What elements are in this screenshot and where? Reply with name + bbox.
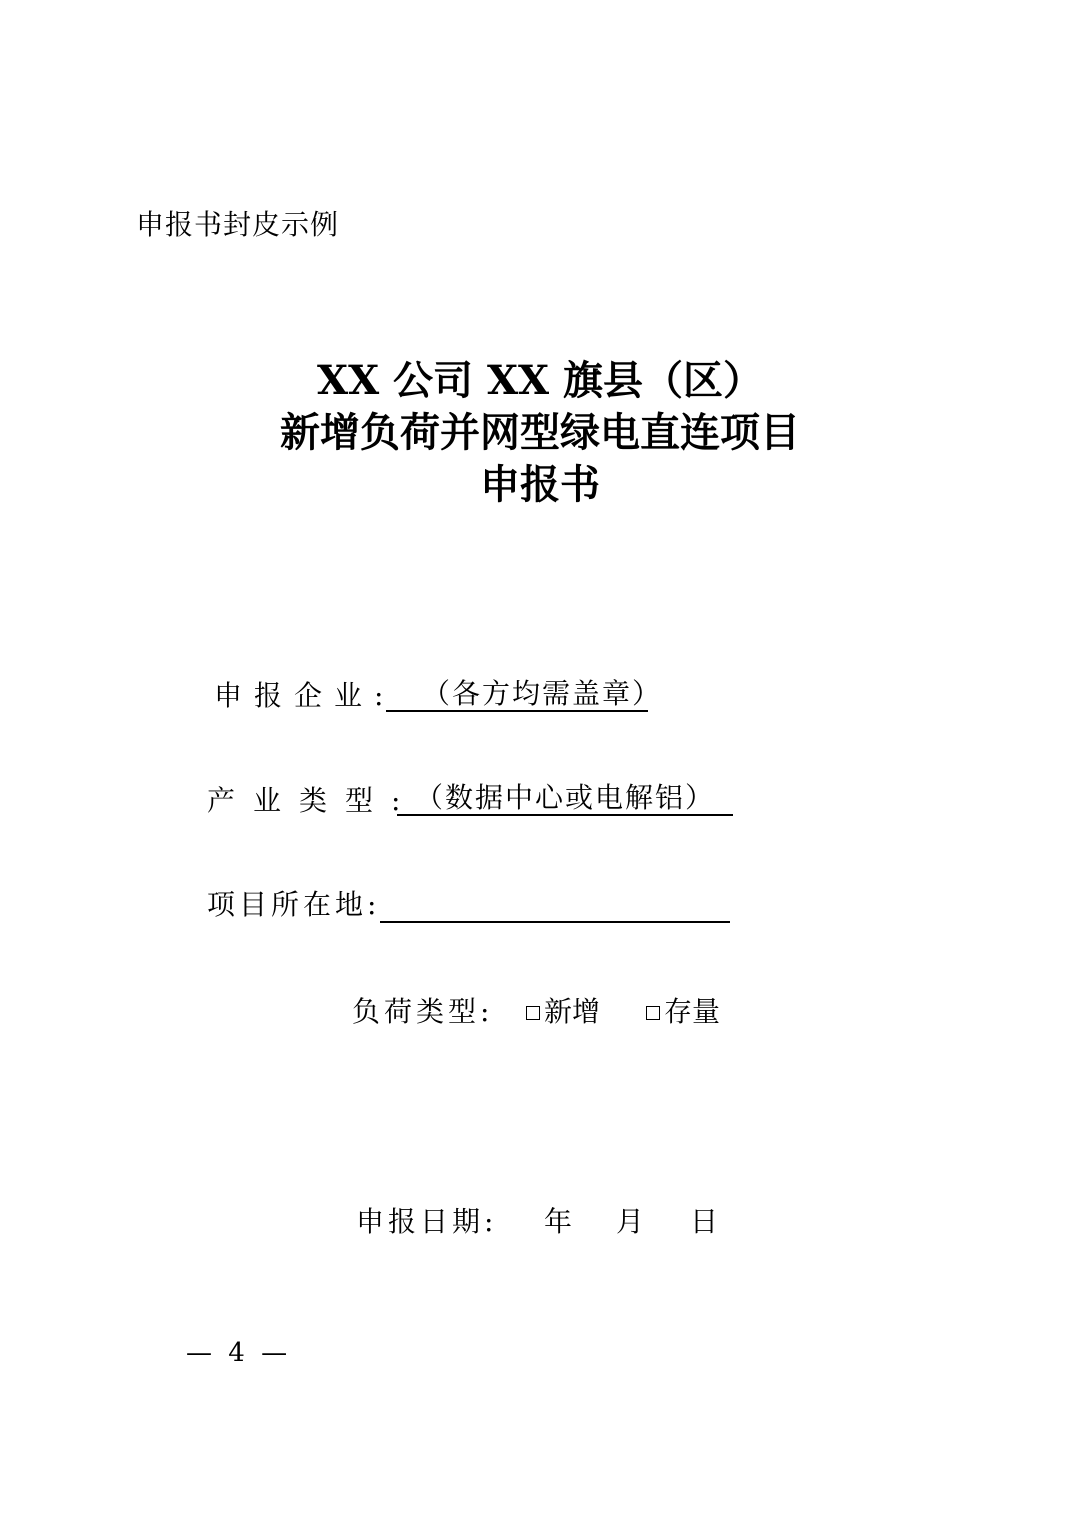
enterprise-label: 申报企业: bbox=[214, 679, 396, 712]
date-month-label: 月 bbox=[616, 1205, 645, 1238]
date-day-label: 日 bbox=[690, 1205, 719, 1238]
project-location-label: 项目所在地: bbox=[207, 888, 381, 921]
cover-example-label: 申报书封皮示例 bbox=[136, 208, 340, 241]
checkbox-icon[interactable] bbox=[646, 1006, 660, 1020]
document-title bbox=[0, 355, 1080, 511]
project-location-field[interactable] bbox=[380, 885, 730, 923]
checkbox-icon[interactable] bbox=[526, 1006, 540, 1020]
title-line-project: 新增负荷并网型绿电直连项目 bbox=[280, 409, 800, 456]
enterprise-field[interactable]: （各方均需盖章） bbox=[386, 676, 648, 712]
title-line-doctype: 申报书 bbox=[480, 461, 600, 508]
load-type-option-existing-label: 存量 bbox=[664, 995, 721, 1028]
load-type-option-new[interactable] bbox=[526, 994, 600, 1030]
load-type-option-new-label: 新增 bbox=[544, 995, 601, 1028]
date-year-label: 年 bbox=[544, 1205, 573, 1238]
declaration-date-label: 申报日期: bbox=[356, 1205, 498, 1238]
industry-type-field[interactable]: （数据中心或电解铝） bbox=[397, 780, 733, 816]
load-type-label: 负荷类型: bbox=[352, 995, 494, 1028]
title-line-company: XX 公司 XX 旗县（区） bbox=[317, 357, 763, 404]
industry-type-label: 产业类型: bbox=[207, 784, 419, 817]
load-type-option-existing[interactable] bbox=[646, 994, 720, 1030]
page-number: — 4 — bbox=[186, 1338, 292, 1368]
